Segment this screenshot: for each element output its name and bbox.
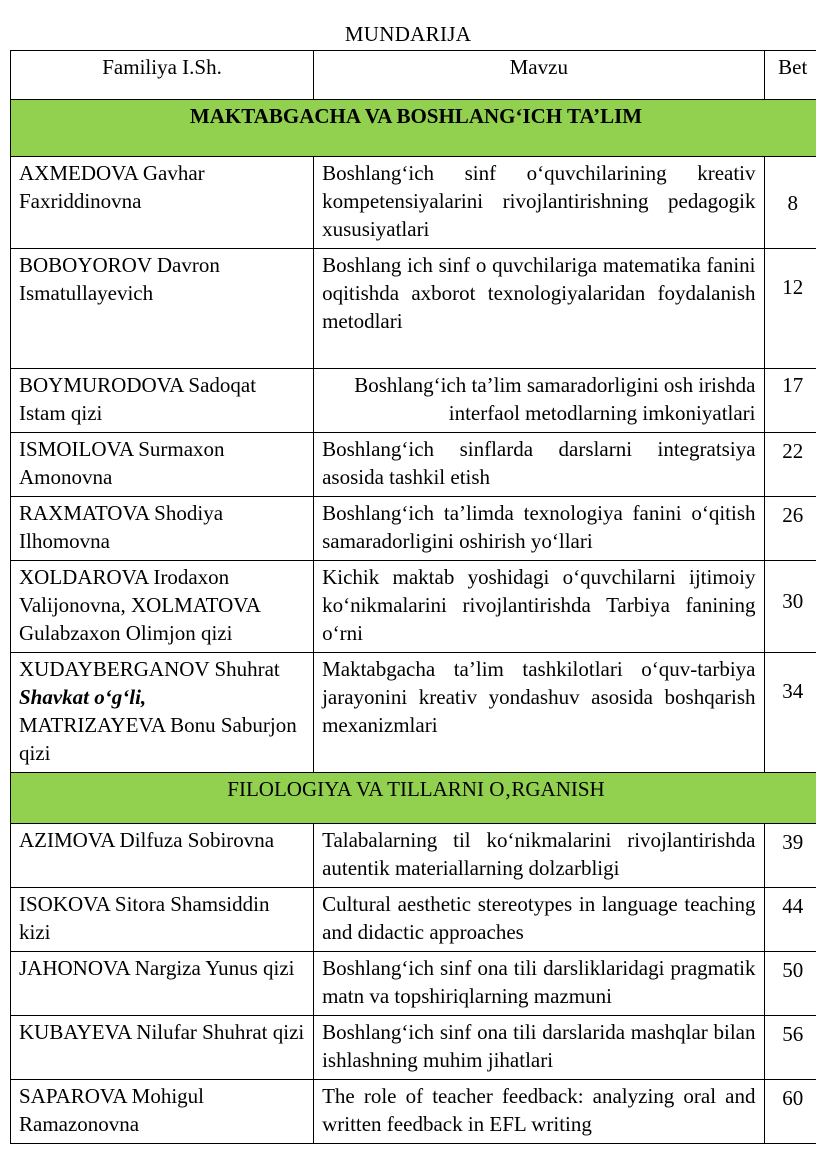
author-cell: JAHONOVA Nargiza Yunus qizi [11, 952, 314, 1016]
topic-cell: The role of teacher feedback: analyzing oral and written feedback in EFL writing [314, 1080, 764, 1144]
author-cell: XOLDAROVA Irodaxon Valijonovna, XOLMATOVA Gulabzaxon Olimjon qizi [11, 561, 314, 653]
page-number: 22 [764, 433, 816, 497]
page-number: 50 [764, 952, 816, 1016]
topic-cell: Cultural aesthetic stereotypes in language teaching and didactic approaches [314, 888, 764, 952]
topic-cell: Boshlang‘ich sinflarda darslarni integratsiya asosida tashkil etish [314, 433, 764, 497]
topic-cell: Boshlang‘ich sinf ona tili darsliklaridagi pragmatik matn va topshiriqlarning mazmuni [314, 952, 764, 1016]
page-title: MUNDARIJA [344, 22, 472, 46]
column-header-topic: Mavzu [314, 51, 764, 100]
topic-cell: Kichik maktab yoshidagi o‘quvchilarni ijtimoiy ko‘nikmalarini rivojlantirishda Tarbiya fanining o‘rni [314, 561, 764, 653]
author-cell: RAXMATOVA Shodiya Ilhomovna [11, 497, 314, 561]
author-patronymic: Shavkat o‘g‘li, [19, 685, 147, 709]
table-row [11, 888, 816, 952]
table-row [11, 561, 816, 653]
author-cell: BOYMURODOVA Sadoqat Istam qizi [11, 369, 314, 433]
toc-table [10, 50, 816, 1144]
topic-cell: Boshlang‘ich sinf o‘quvchilarining kreativ kompetensiyalarini rivojlantirishning pedagogik xususiyatlari [314, 157, 764, 249]
page-number: 34 [764, 653, 816, 773]
page-number: 8 [764, 157, 816, 249]
table-row [11, 1016, 816, 1080]
author-cell: AXMEDOVA Gavhar Faxriddinovna [11, 157, 314, 249]
page-number: 17 [764, 369, 816, 433]
column-header-page: Bet [764, 51, 816, 100]
topic-cell: Talabalarning til ko‘nikmalarini rivojlantirishda autentik materiallarning dolzarbligi [314, 824, 764, 888]
author-cell: KUBAYEVA Nilufar Shuhrat qizi [11, 1016, 314, 1080]
author-cell: SAPAROVA Mohigul Ramazonovna [11, 1080, 314, 1144]
table-row [11, 369, 816, 433]
author-cell: AZIMOVA Dilfuza Sobirovna [11, 824, 314, 888]
page-number: 56 [764, 1016, 816, 1080]
table-row [11, 1080, 816, 1144]
table-row [11, 952, 816, 1016]
author-name: XUDAYBERGANOV Shuhrat [19, 657, 280, 681]
table-row [11, 497, 816, 561]
table-row [11, 824, 816, 888]
table-row [11, 157, 816, 249]
table-row [11, 249, 816, 369]
co-author-name: MATRIZAYEVA Bonu Saburjon qizi [19, 713, 297, 765]
author-cell: ISMOILOVA Surmaxon Amonovna [11, 433, 314, 497]
table-header-row [11, 51, 816, 100]
section-heading: FILOLOGIYA VA TILLARNI O‚RGANISH [11, 773, 816, 824]
section-heading: MAKTABGACHA VA BOSHLANG‘ICH TA’LIM [11, 100, 816, 157]
section-heading-row [11, 100, 816, 157]
author-cell [11, 653, 314, 773]
topic-cell: Boshlang‘ich ta’limda texnologiya fanini o‘qitish samaradorligini oshirish yo‘llari [314, 497, 764, 561]
table-row [11, 433, 816, 497]
page-number: 39 [764, 824, 816, 888]
topic-cell: Boshlang‘ich ta’lim samaradorligini osh irishda interfaol metodlarning imkoniyatlari [314, 369, 764, 433]
topic-cell: Maktabgacha ta’lim tashkilotlari o‘quv-tarbiya jarayonini kreativ yondashuv asosida boshqarish mexanizmlari [314, 653, 764, 773]
author-cell: BOBOYOROV Davron Ismatullayevich [11, 249, 314, 369]
page-number: 44 [764, 888, 816, 952]
topic-cell: Boshlang ich sinf o quvchilariga matematika fanini oqitishda axborot texnologiyalaridan foydalanish metodlari [314, 249, 764, 369]
page-number: 30 [764, 561, 816, 653]
column-header-author: Familiya I.Sh. [11, 51, 314, 100]
topic-cell: Boshlang‘ich sinf ona tili darslarida mashqlar bilan ishlashning muhim jihatlari [314, 1016, 764, 1080]
table-row [11, 653, 816, 773]
page-number: 26 [764, 497, 816, 561]
section-heading-row [11, 773, 816, 824]
page-number: 12 [764, 249, 816, 369]
page-number: 60 [764, 1080, 816, 1144]
author-cell: ISOKOVA Sitora Shamsiddin kizi [11, 888, 314, 952]
